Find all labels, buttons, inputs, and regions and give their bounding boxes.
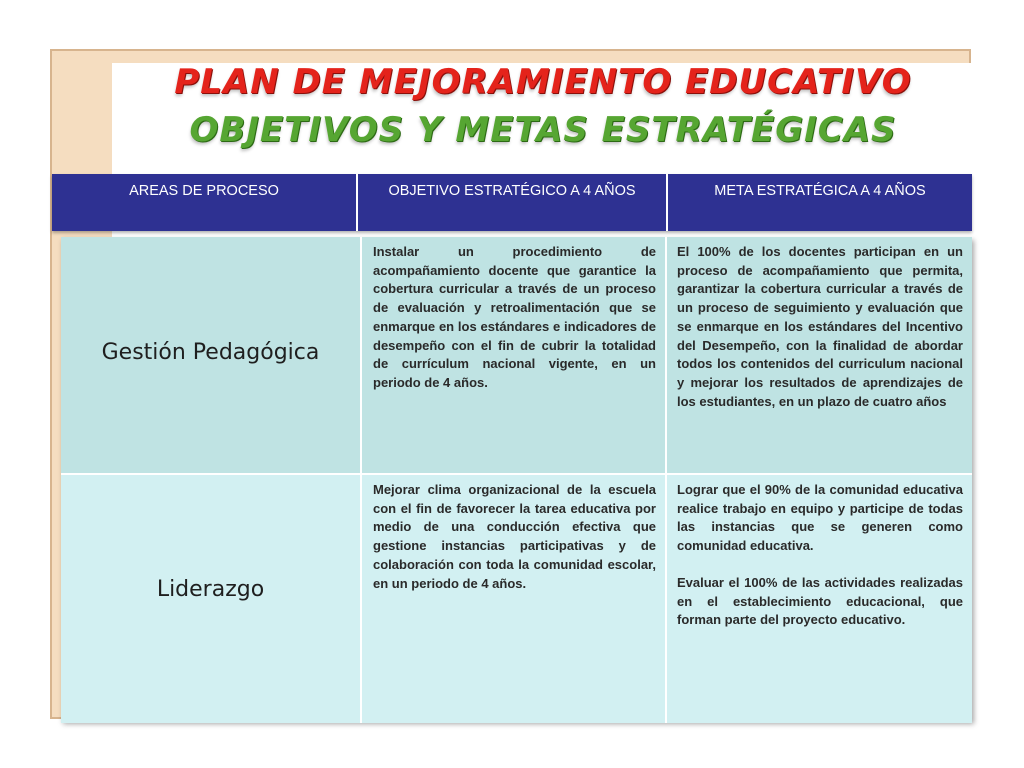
area-cell: [61, 237, 362, 473]
table-body: [61, 237, 972, 721]
header-objetivo-estrategico: OBJETIVO ESTRATÉGICO A 4 AÑOS: [358, 174, 668, 231]
title-line-1: PLAN DE MEJORAMIENTO EDUCATIVO: [174, 62, 912, 102]
area-name: Gestión Pedagógica: [101, 339, 320, 365]
objective-cell: [362, 475, 667, 723]
objective-text: Mejorar clima organizacional de la escuela con el fin de favorecer la tarea educativa por medio de una conducción efectiva que gestione instancias participativas y de colaboración con toda la comunidad escolar, en un periodo de 4 años.: [373, 482, 656, 591]
table-row: [61, 237, 972, 473]
table-header: [52, 174, 972, 231]
area-cell: [61, 475, 362, 723]
objective-cell: [362, 237, 667, 473]
goal-text: Lograr que el 90% de la comunidad educativa realice trabajo en equipo y participe de todas las instancias que se generen como comunidad educativa.: [677, 482, 963, 554]
header-meta-estrategica: META ESTRATÉGICA A 4 AÑOS: [714, 183, 926, 199]
header-areas-de-proceso: AREAS DE PROCESO: [52, 174, 358, 231]
table-row: [61, 473, 972, 723]
goal-text: El 100% de los docentes participan en un proceso de acompañamiento que permita, garantizar la cobertura curricular a través de un proceso de seguimiento y evaluación que se enmarque en los estándares del Incentivo del Desempeño, con la finalidad de abordar todos los contenidos del curriculum nacional y mejorar los resultados de aprendizajes de los estudiantes, en un plazo de cuatro años: [677, 244, 963, 409]
area-name: Liderazgo: [156, 576, 265, 602]
goal-cell: [667, 475, 972, 723]
objective-text: Instalar un procedimiento de acompañamiento docente que garantice la cobertura curricular a través de un proceso de evaluación y retroalimentación que se enmarque en los estándares e indicadores de desempeño con el fin de cubrir la totalidad de currículum nacional vigente, en un periodo de 4 años.: [373, 244, 656, 390]
goal-text: Evaluar el 100% de las actividades realizadas en el establecimiento educacional, que forman parte del proyecto educativo.: [677, 574, 963, 628]
goal-cell: [667, 237, 972, 473]
page-title: [108, 58, 978, 154]
title-line-2: OBJETIVOS Y METAS ESTRATÉGICAS: [189, 110, 897, 150]
